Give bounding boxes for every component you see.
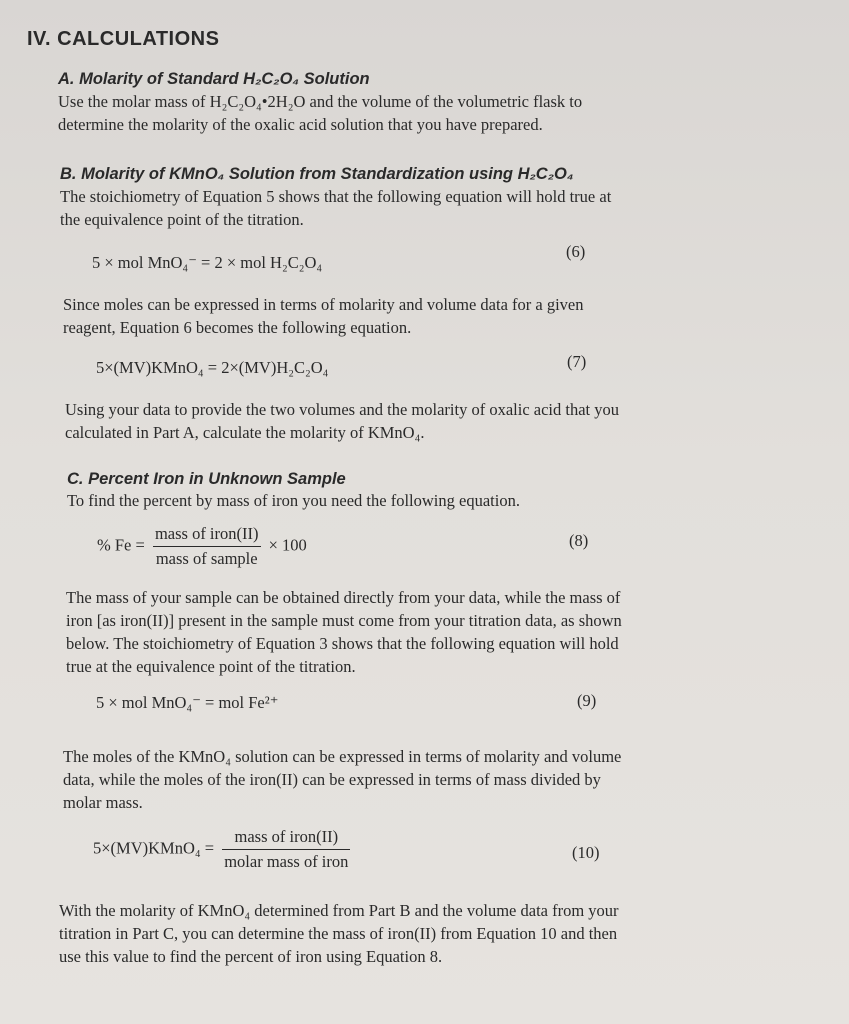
part-b-text3: Using your data to provide the two volumes and the molarity of oxalic acid that you calculated in Part A, calculate the molarity of KMnO₄. — [65, 400, 619, 442]
part-c-text3: The moles of the KMnO₄ solution can be expressed in terms of molarity and volume data, while the moles of the iron(II) can be expressed in terms of mass divided by molar mass. — [63, 747, 622, 812]
equation-10-fraction — [222, 827, 350, 872]
equation-6-number: (6) — [566, 242, 586, 261]
part-b-heading: B. Molarity of KMnO₄ Solution from Standardization using H₂C₂O₄ — [60, 165, 574, 183]
equation-8-lhs: % Fe = — [97, 535, 145, 555]
part-b-text2: Since moles can be expressed in terms of molarity and volume data for a given reagent, Equation 6 becomes the following equation. — [63, 295, 584, 337]
equation-7-number: (7) — [567, 352, 587, 371]
equation-8-fraction — [153, 524, 261, 569]
part-a-heading: A. Molarity of Standard H₂C₂O₄ Solution — [58, 70, 370, 88]
equation-10-numerator: mass of iron(II) — [222, 827, 350, 850]
part-c-text1: To find the percent by mass of iron you need the following equation. — [67, 491, 520, 510]
part-c-text2: The mass of your sample can be obtained directly from your data, while the mass of iron [as iron(II)] present in the sample must come from your titration data, as shown below. The stoichiometry of Equation 3 shows that the following equation will hold true at the equivalence point of the titration. — [66, 588, 622, 676]
equation-9-number: (9) — [577, 691, 597, 710]
equation-10-lhs: 5×(MV)KMnO₄ = — [93, 838, 215, 858]
equation-8-rhs: × 100 — [268, 535, 307, 555]
equation-10-number: (10) — [572, 843, 600, 862]
equation-10 — [93, 827, 354, 872]
equation-6: 5 × mol MnO₄⁻ = 2 × mol H₂C₂O₄ — [92, 253, 323, 272]
equation-10-denominator: molar mass of iron — [224, 852, 349, 871]
equation-8 — [97, 524, 307, 569]
part-a-text: Use the molar mass of H₂C₂O₄•2H₂O and the volume of the volumetric flask to determine the molarity of the oxalic acid solution that you have prepared. — [58, 92, 583, 134]
equation-8-numerator: mass of iron(II) — [153, 524, 261, 547]
part-c-heading: C. Percent Iron in Unknown Sample — [67, 470, 346, 488]
section-title: IV. CALCULATIONS — [27, 28, 220, 50]
equation-7: 5×(MV)KMnO₄ = 2×(MV)H₂C₂O₄ — [96, 358, 329, 377]
part-c-text4: With the molarity of KMnO₄ determined from Part B and the volume data from your titration in Part C, you can determine the mass of iron(II) from Equation 10 and then use this value to find the percent of iron using Equation 8. — [59, 901, 619, 966]
equation-8-denominator: mass of sample — [155, 549, 258, 568]
part-b-text1: The stoichiometry of Equation 5 shows that the following equation will hold true at the equivalence point of the titration. — [60, 187, 612, 229]
equation-8-number: (8) — [569, 531, 589, 550]
equation-9: 5 × mol MnO₄⁻ = mol Fe²⁺ — [96, 693, 279, 712]
